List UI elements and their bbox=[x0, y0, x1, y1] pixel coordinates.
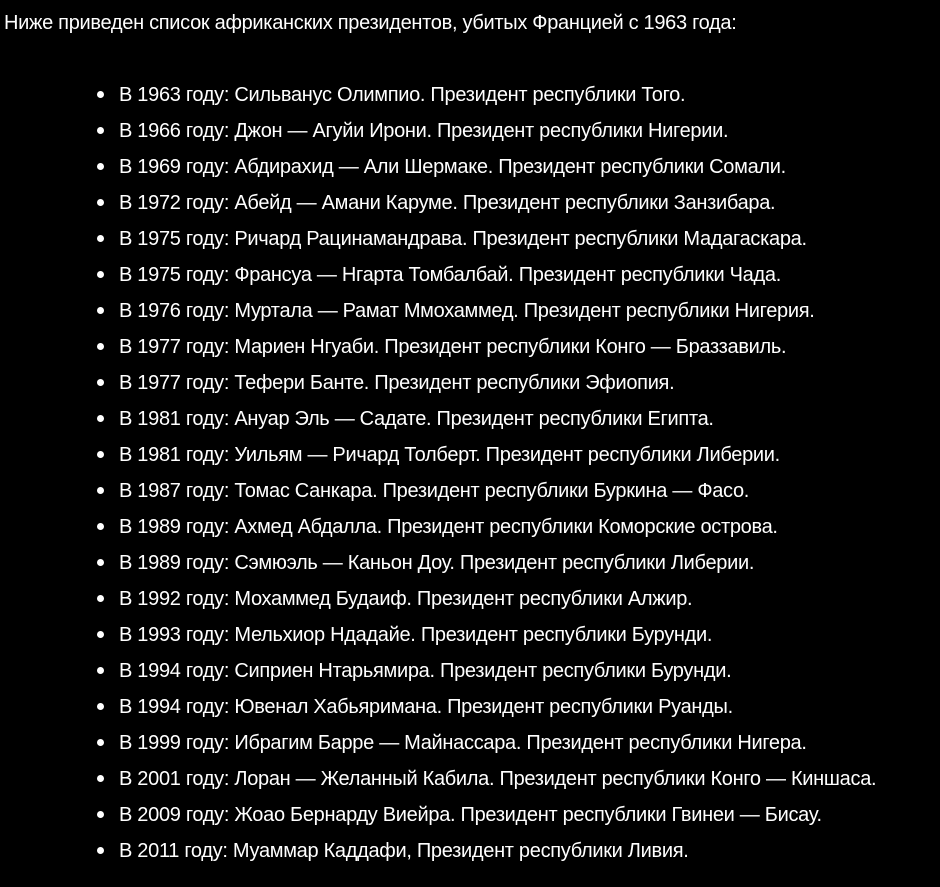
list-item-text: В 1987 году: Томас Санкара. Президент республики Буркина — Фасо. bbox=[119, 480, 750, 502]
bullet-icon bbox=[97, 811, 104, 818]
list-item bbox=[0, 77, 876, 113]
list-item bbox=[0, 473, 876, 509]
bullet-icon bbox=[97, 775, 104, 782]
list-item bbox=[0, 581, 876, 617]
bullet-icon bbox=[97, 379, 104, 386]
list-item-text: В 1981 году: Ануар Эль — Садате. Президент республики Египта. bbox=[119, 408, 714, 430]
list-item bbox=[0, 617, 876, 653]
bullet-icon bbox=[97, 559, 104, 566]
list-item bbox=[0, 329, 876, 365]
bullet-icon bbox=[97, 343, 104, 350]
list-item-text: В 1994 году: Ювенал Хабьяримана. Президент республики Руанды. bbox=[119, 696, 733, 718]
list-item bbox=[0, 509, 876, 545]
list-item-text: В 1975 году: Ричард Рацинамандрава. Президент республики Мадагаскара. bbox=[119, 228, 807, 250]
list-item-text: В 1992 году: Мохаммед Будаиф. Президент республики Алжир. bbox=[119, 588, 693, 610]
bullet-icon bbox=[97, 703, 104, 710]
list-item bbox=[0, 833, 876, 869]
bullet-icon bbox=[97, 595, 104, 602]
list-item bbox=[0, 545, 876, 581]
list-item-text: В 1969 году: Абдирахид — Али Шермаке. Президент республики Сомали. bbox=[119, 156, 786, 178]
list-item-text: В 1963 году: Сильванус Олимпио. Президент республики Того. bbox=[119, 84, 686, 106]
list-item bbox=[0, 689, 876, 725]
list-item bbox=[0, 149, 876, 185]
list-item-text: В 1989 году: Ахмед Абдалла. Президент республики Коморские острова. bbox=[119, 516, 778, 538]
list-item-text: В 1966 году: Джон — Агуйи Ирони. Президент республики Нигерии. bbox=[119, 120, 729, 142]
bullet-icon bbox=[97, 163, 104, 170]
bullet-icon bbox=[97, 91, 104, 98]
list-item-text: В 2011 году: Муаммар Каддафи, Президент республики Ливия. bbox=[119, 840, 689, 862]
list-item-text: В 1972 году: Абейд — Амани Каруме. Президент республики Занзибара. bbox=[119, 192, 776, 214]
bullet-icon bbox=[97, 199, 104, 206]
presidents-list bbox=[0, 77, 876, 869]
bullet-icon bbox=[97, 415, 104, 422]
bullet-icon bbox=[97, 487, 104, 494]
list-item-text: В 1993 году: Мельхиор Ндадайе. Президент республики Бурунди. bbox=[119, 624, 713, 646]
bullet-icon bbox=[97, 631, 104, 638]
list-item bbox=[0, 257, 876, 293]
bullet-icon bbox=[97, 451, 104, 458]
list-item-text: В 1977 году: Тефери Банте. Президент республики Эфиопия. bbox=[119, 372, 675, 394]
list-item bbox=[0, 221, 876, 257]
intro-text: Ниже приведен список африканских президентов, убитых Францией с 1963 года: bbox=[4, 12, 737, 34]
list-item bbox=[0, 653, 876, 689]
list-item-text: В 1976 году: Муртала — Рамат Ммохаммед. Президент республики Нигерия. bbox=[119, 300, 815, 322]
list-item bbox=[0, 401, 876, 437]
list-item bbox=[0, 185, 876, 221]
list-item-text: В 1975 году: Франсуа — Нгарта Томбалбай. Президент республики Чада. bbox=[119, 264, 781, 286]
list-item-text: В 1999 году: Ибрагим Барре — Майнассара. Президент республики Нигера. bbox=[119, 732, 807, 754]
list-item bbox=[0, 797, 876, 833]
bullet-icon bbox=[97, 307, 104, 314]
bullet-icon bbox=[97, 127, 104, 134]
list-item bbox=[0, 365, 876, 401]
list-item bbox=[0, 437, 876, 473]
list-item bbox=[0, 293, 876, 329]
bullet-icon bbox=[97, 235, 104, 242]
list-item-text: В 2009 году: Жоао Бернарду Виейра. Президент республики Гвинеи — Бисау. bbox=[119, 804, 822, 826]
list-item bbox=[0, 725, 876, 761]
bullet-icon bbox=[97, 739, 104, 746]
list-item bbox=[0, 761, 876, 797]
list-item-text: В 1981 году: Уильям — Ричард Толберт. Президент республики Либерии. bbox=[119, 444, 780, 466]
bullet-icon bbox=[97, 847, 104, 854]
bullet-icon bbox=[97, 523, 104, 530]
bullet-icon bbox=[97, 271, 104, 278]
list-item-text: В 1989 году: Сэмюэль — Каньон Доу. Президент республики Либерии. bbox=[119, 552, 755, 574]
bullet-icon bbox=[97, 667, 104, 674]
list-item-text: В 2001 году: Лоран — Желанный Кабила. Президент республики Конго — Киншаса. bbox=[119, 768, 877, 790]
list-item-text: В 1994 году: Сиприен Нтарьямира. Президент республики Бурунди. bbox=[119, 660, 732, 682]
list-item-text: В 1977 году: Мариен Нгуаби. Президент республики Конго — Браззавиль. bbox=[119, 336, 787, 358]
list-item bbox=[0, 113, 876, 149]
